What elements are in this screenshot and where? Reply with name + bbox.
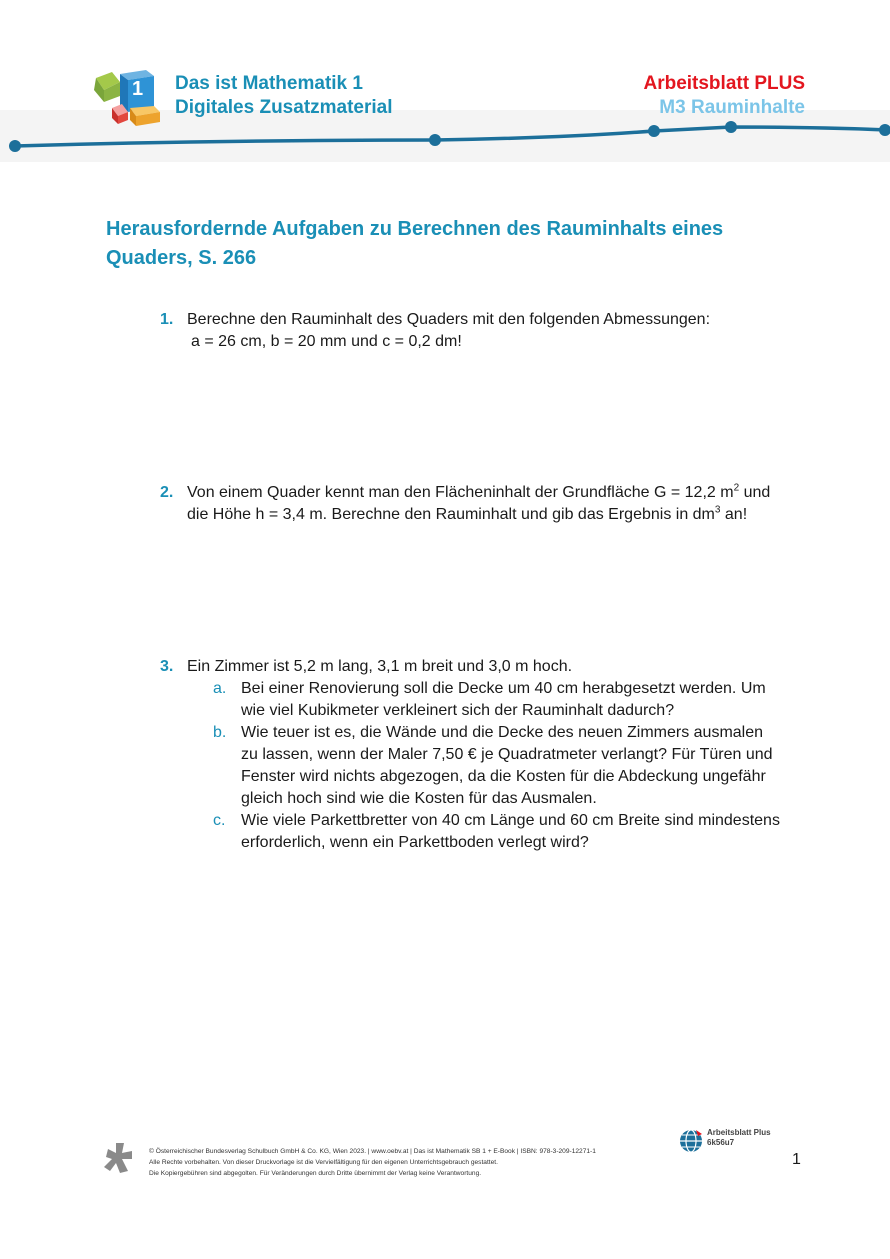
page-number: 1 — [792, 1151, 801, 1168]
globe-icon[interactable] — [678, 1128, 704, 1154]
book-logo — [90, 68, 162, 128]
task-2-line2: die Höhe h = 3,4 m. Berechne den Rauminhalt und gib das Ergebnis in $dm^3$ an! — [187, 504, 748, 523]
task-3b-line2: zu lassen, wenn der Maler 7,50 € je Quadratmeter verlangt? Für Türen und — [241, 746, 773, 763]
task-3a-label: a. — [213, 680, 227, 697]
footer-line1: © Österreichischer Bundesverlag Schulbuch GmbH & Co. KG, Wien 2023. | www.oebv.at | Das ist Mathematik SB 1 + E-Book | ISBN: 978-3-209-12271-1 — [149, 1148, 596, 1155]
badge-code: 6k56u7 — [707, 1138, 735, 1147]
header-worksheet-type: Arbeitsblatt PLUS — [643, 73, 805, 94]
logo-number: 1 — [132, 78, 144, 100]
task-2-number: 2. — [160, 484, 174, 501]
header-series — [175, 72, 393, 120]
footer-line3: Die Kopiergebühren sind abgegolten. Für Veränderungen durch Dritte übernimmt der Verlag keine Verantwortung. — [149, 1170, 482, 1177]
arbeitsblatt-plus-code[interactable] — [707, 1128, 771, 1148]
task-1-line2: a = 26 cm, b = 20 mm und c = 0,2 dm! — [191, 333, 462, 350]
task-3a — [213, 678, 800, 722]
page-title-line1: Herausfordernde Aufgaben zu Berechnen des Rauminhalts eines — [106, 218, 724, 240]
publisher-logo-icon — [104, 1141, 134, 1175]
task-3-intro: Ein Zimmer ist 5,2 m lang, 3,1 m breit und 3,0 m hoch. — [187, 658, 573, 675]
task-3b-label: b. — [213, 724, 227, 741]
footer-copyright — [149, 1146, 596, 1179]
task-1-line1: Berechne den Rauminhalt des Quaders mit den folgenden Abmessungen: — [187, 311, 711, 328]
task-1 — [160, 309, 800, 353]
task-2 — [160, 482, 800, 526]
badge-label: Arbeitsblatt Plus — [707, 1128, 771, 1137]
task-1-number: 1. — [160, 311, 174, 328]
task-3a-line2: wie viel Kubikmeter verkleinert sich der Rauminhalt dadurch? — [241, 702, 675, 719]
task-3-number: 3. — [160, 658, 174, 675]
task-3c-line2: erforderlich, wenn ein Parkettboden verlegt wird? — [241, 834, 589, 851]
header-series-subtitle: Digitales Zusatzmaterial — [175, 97, 393, 118]
task-3c-label: c. — [213, 812, 226, 829]
task-3b-line1: Wie teuer ist es, die Wände und die Decke des neuen Zimmers ausmalen — [241, 724, 764, 741]
page-title — [106, 215, 806, 273]
task-3c-line1: Wie viele Parkettbretter von 40 cm Länge und 60 cm Breite sind mindestens — [241, 812, 780, 829]
task-3a-line1: Bei einer Renovierung soll die Decke um 40 cm herabgesetzt werden. Um — [241, 680, 766, 697]
footer-line2: Alle Rechte vorbehalten. Von dieser Druckvorlage ist die Vervielfältigung für den eigenen Unterrichtsgebrauch gestattet. — [149, 1159, 498, 1166]
task-3b — [213, 722, 800, 810]
task-2-line1: Von einem Quader kennt man den Flächeninhalt der Grundfläche G = 12,2 $m^2$ und — [187, 482, 771, 501]
header-worksheet — [643, 72, 805, 120]
task-3b-line4: gleich hoch sind wie die Kosten für das Ausmalen. — [241, 790, 597, 807]
page-title-line2: Quaders, S. 266 — [106, 247, 257, 269]
task-3 — [160, 656, 800, 854]
task-3c — [213, 810, 800, 854]
header-worksheet-topic: M3 Rauminhalte — [659, 97, 805, 118]
task-3b-line3: Fenster wird nichts abgezogen, da die Kosten für die Abdeckung ungefähr — [241, 768, 766, 785]
header-series-title: Das ist Mathematik 1 — [175, 73, 363, 94]
